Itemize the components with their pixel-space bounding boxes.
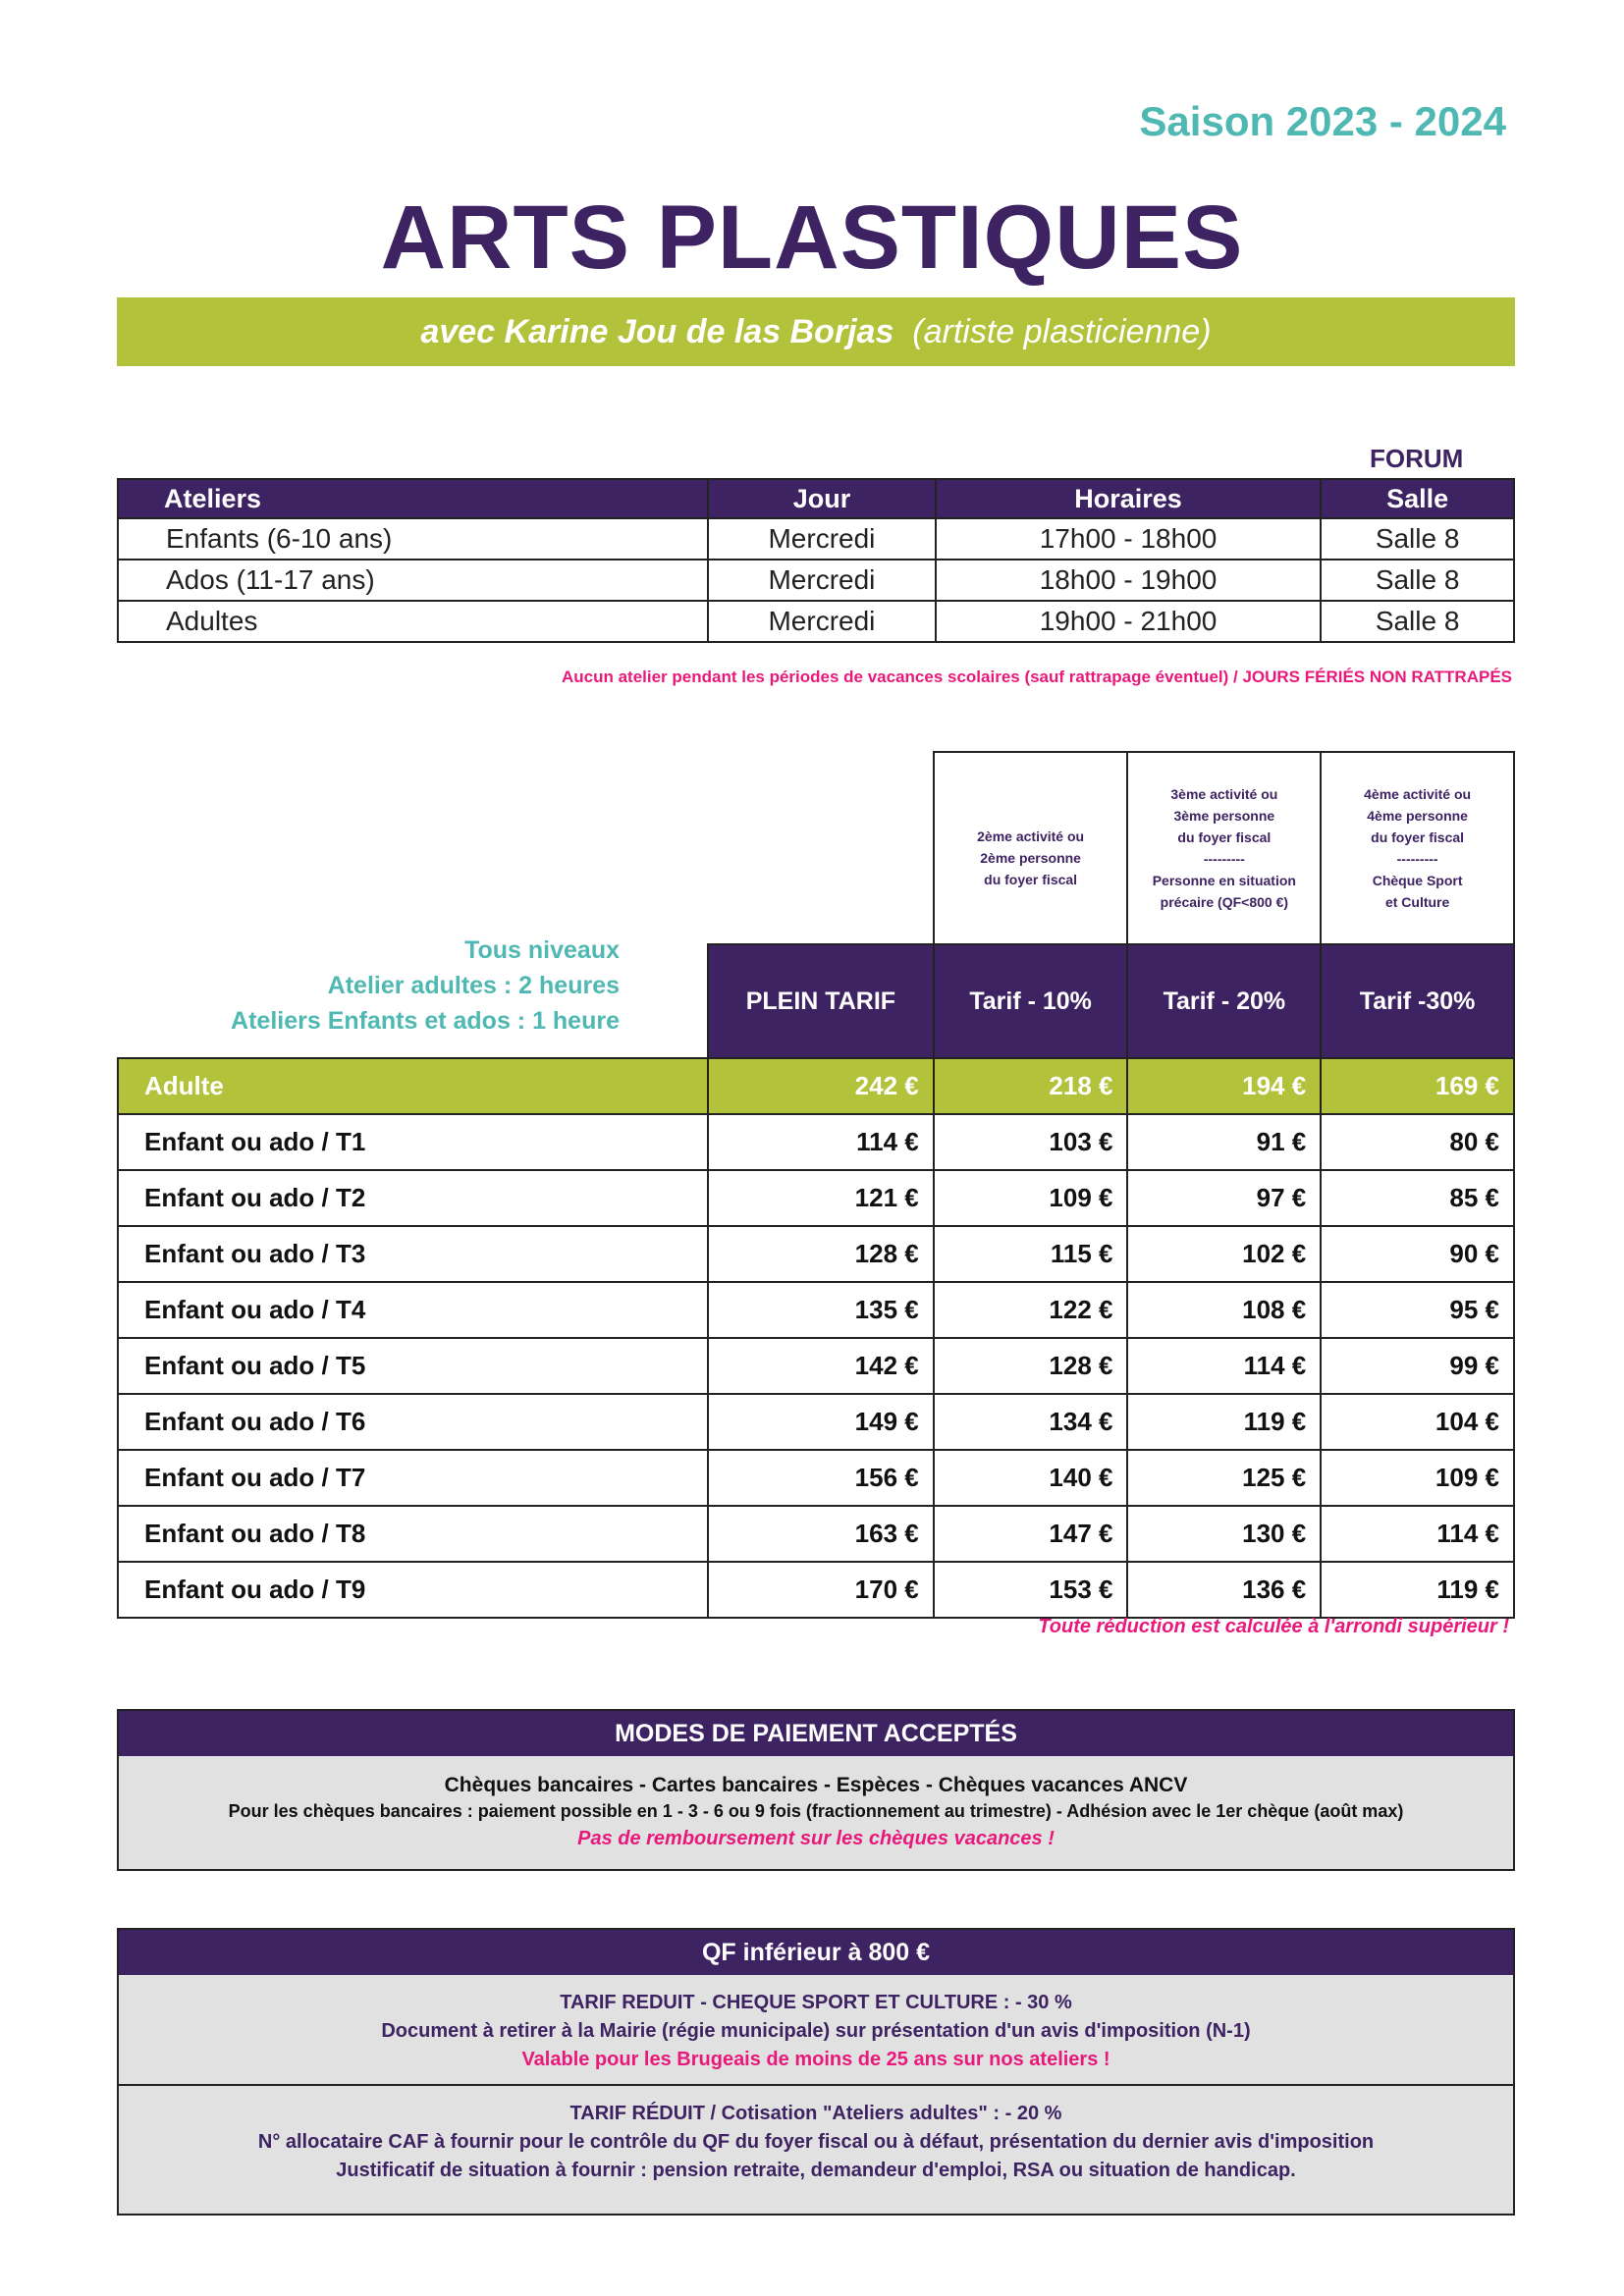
table-row bbox=[118, 1114, 1514, 1170]
page-title: ARTS PLASTIQUES bbox=[380, 187, 1244, 288]
schedule-col-salle: Salle bbox=[1321, 479, 1514, 518]
atelier-name: Ados (11-17 ans) bbox=[118, 560, 708, 601]
atelier-hours: 19h00 - 21h00 bbox=[936, 601, 1321, 642]
price-cell: 109 € bbox=[1321, 1450, 1514, 1506]
price-cell: 121 € bbox=[708, 1170, 934, 1226]
qf-section-sport-culture: TARIF REDUIT - CHEQUE SPORT ET CULTURE : - 30 % Document à retirer à la Mairie (régie municipale) sur présentation d'un avis d'imposition (N-1) Valable pour les Brugeais de moins de 25 ans sur nos ateliers ! bbox=[119, 1975, 1513, 2086]
schedule-header-row bbox=[118, 479, 1514, 518]
price-cell: 114 € bbox=[1127, 1338, 1321, 1394]
price-cell: 97 € bbox=[1127, 1170, 1321, 1226]
price-cell: 119 € bbox=[1127, 1394, 1321, 1450]
price-cell: 142 € bbox=[708, 1338, 934, 1394]
atelier-hours: 18h00 - 19h00 bbox=[936, 560, 1321, 601]
price-cell: 218 € bbox=[934, 1058, 1128, 1114]
price-cell: 115 € bbox=[934, 1226, 1128, 1282]
qf-section-adult-reduction: TARIF RÉDUIT / Cotisation "Ateliers adultes" : - 20 % N° allocataire CAF à fournir pour le contrôle du QF du foyer fiscal ou à défaut, présentation du dernier avis d'imposition Justificatif de situation à fournir : pension retraite, demandeur d'emploi, RSA ou situation de handicap. bbox=[257, 2103, 1375, 2181]
price-cell: 130 € bbox=[1127, 1506, 1321, 1562]
price-cell: 147 € bbox=[934, 1506, 1128, 1562]
levels-block bbox=[117, 933, 620, 1039]
price-cell: 91 € bbox=[1127, 1114, 1321, 1170]
atelier-day: Mercredi bbox=[708, 560, 936, 601]
table-row bbox=[118, 1450, 1514, 1506]
col-plein-tarif: PLEIN TARIF bbox=[708, 944, 934, 1058]
price-cell: 128 € bbox=[934, 1338, 1128, 1394]
info-fourth-activity: 4ème activité ou 4ème personne du foyer fiscal --------- Chèque Sport et Culture bbox=[1321, 752, 1514, 944]
atelier-hours: 17h00 - 18h00 bbox=[936, 518, 1321, 560]
atelier-day: Mercredi bbox=[708, 601, 936, 642]
subtitle-artist: avec Karine Jou de las Borjas bbox=[420, 313, 894, 350]
price-cell: 242 € bbox=[708, 1058, 934, 1114]
price-cell: 125 € bbox=[1127, 1450, 1321, 1506]
price-cell: 95 € bbox=[1321, 1282, 1514, 1338]
col-tarif-10: Tarif - 10% bbox=[934, 944, 1128, 1058]
row-label: Enfant ou ado / T7 bbox=[118, 1450, 708, 1506]
table-row bbox=[118, 1226, 1514, 1282]
table-row-adult bbox=[118, 1058, 1514, 1114]
schedule-col-jour: Jour bbox=[708, 479, 936, 518]
payment-box bbox=[117, 1709, 1515, 1871]
price-cell: 135 € bbox=[708, 1282, 934, 1338]
row-label: Enfant ou ado / T2 bbox=[118, 1170, 708, 1226]
price-cell: 149 € bbox=[708, 1394, 934, 1450]
row-label: Enfant ou ado / T9 bbox=[118, 1562, 708, 1618]
holiday-note: Aucun atelier pendant les périodes de vacances scolaires (sauf rattrapage éventuel) / JOURS FÉRIÉS NON RATTRAPÉS bbox=[561, 667, 1512, 686]
pricing-table bbox=[117, 751, 1515, 1619]
price-cell: 85 € bbox=[1321, 1170, 1514, 1226]
info-third-activity: 3ème activité ou 3ème personne du foyer fiscal --------- Personne en situation précaire (QF<800 €) bbox=[1127, 752, 1321, 944]
price-cell: 169 € bbox=[1321, 1058, 1514, 1114]
table-row bbox=[118, 1562, 1514, 1618]
schedule-col-horaires: Horaires bbox=[936, 479, 1321, 518]
level-line: Atelier adultes : 2 heures bbox=[327, 972, 620, 999]
atelier-room: Salle 8 bbox=[1321, 518, 1514, 560]
table-row bbox=[118, 560, 1514, 601]
rounding-note: Toute réduction est calculée à l'arrondi supérieur ! bbox=[1038, 1616, 1509, 1637]
price-cell: 122 € bbox=[934, 1282, 1128, 1338]
price-cell: 153 € bbox=[934, 1562, 1128, 1618]
row-label: Enfant ou ado / T8 bbox=[118, 1506, 708, 1562]
row-label: Enfant ou ado / T6 bbox=[118, 1394, 708, 1450]
price-cell: 140 € bbox=[934, 1450, 1128, 1506]
price-cell: 119 € bbox=[1321, 1562, 1514, 1618]
table-row bbox=[118, 1394, 1514, 1450]
price-cell: 170 € bbox=[708, 1562, 934, 1618]
row-label: Enfant ou ado / T5 bbox=[118, 1338, 708, 1394]
row-label: Enfant ou ado / T1 bbox=[118, 1114, 708, 1170]
price-cell: 128 € bbox=[708, 1226, 934, 1282]
atelier-room: Salle 8 bbox=[1321, 560, 1514, 601]
table-row bbox=[118, 1170, 1514, 1226]
price-cell: 114 € bbox=[708, 1114, 934, 1170]
col-tarif-30: Tarif -30% bbox=[1321, 944, 1514, 1058]
price-cell: 80 € bbox=[1321, 1114, 1514, 1170]
price-cell: 108 € bbox=[1127, 1282, 1321, 1338]
payment-no-refund: Pas de remboursement sur les chèques vacances ! bbox=[577, 1828, 1055, 1849]
price-cell: 103 € bbox=[934, 1114, 1128, 1170]
price-cell: 136 € bbox=[1127, 1562, 1321, 1618]
table-row bbox=[118, 518, 1514, 560]
price-cell: 163 € bbox=[708, 1506, 934, 1562]
atelier-day: Mercredi bbox=[708, 518, 936, 560]
level-line: Ateliers Enfants et ados : 1 heure bbox=[231, 1007, 620, 1035]
schedule-col-ateliers: Ateliers bbox=[118, 479, 708, 518]
table-row bbox=[118, 1506, 1514, 1562]
price-cell: 90 € bbox=[1321, 1226, 1514, 1282]
price-cell: 156 € bbox=[708, 1450, 934, 1506]
qf-box bbox=[117, 1928, 1515, 2216]
season-label: Saison 2023 - 2024 bbox=[1139, 98, 1506, 144]
price-cell: 104 € bbox=[1321, 1394, 1514, 1450]
table-row bbox=[118, 1338, 1514, 1394]
level-line: Tous niveaux bbox=[464, 936, 620, 964]
row-label: Enfant ou ado / T4 bbox=[118, 1282, 708, 1338]
table-row bbox=[118, 1282, 1514, 1338]
payment-title: MODES DE PAIEMENT ACCEPTÉS bbox=[119, 1711, 1513, 1756]
row-label: Enfant ou ado / T3 bbox=[118, 1226, 708, 1282]
venue-label: FORUM bbox=[1370, 444, 1464, 473]
atelier-room: Salle 8 bbox=[1321, 601, 1514, 642]
payment-installments: Pour les chèques bancaires : paiement possible en 1 - 3 - 6 ou 9 fois (fractionnement au trimestre) - Adhésion avec le 1er chèque (août max) bbox=[228, 1801, 1404, 1821]
pricing-info-row bbox=[118, 752, 1514, 944]
qf-title: QF inférieur à 800 € bbox=[119, 1930, 1513, 1975]
subtitle-role: (artiste plasticienne) bbox=[912, 313, 1212, 350]
row-label: Adulte bbox=[118, 1058, 708, 1114]
price-cell: 114 € bbox=[1321, 1506, 1514, 1562]
table-row bbox=[118, 601, 1514, 642]
price-cell: 109 € bbox=[934, 1170, 1128, 1226]
payment-methods: Chèques bancaires - Cartes bancaires - Espèces - Chèques vacances ANCV bbox=[444, 1774, 1188, 1796]
price-cell: 194 € bbox=[1127, 1058, 1321, 1114]
col-tarif-20: Tarif - 20% bbox=[1127, 944, 1321, 1058]
schedule-table bbox=[117, 478, 1515, 643]
price-cell: 102 € bbox=[1127, 1226, 1321, 1282]
price-cell: 99 € bbox=[1321, 1338, 1514, 1394]
price-cell: 134 € bbox=[934, 1394, 1128, 1450]
info-second-activity: 2ème activité ou 2ème personne du foyer fiscal bbox=[934, 752, 1128, 944]
atelier-name: Enfants (6-10 ans) bbox=[118, 518, 708, 560]
atelier-name: Adultes bbox=[118, 601, 708, 642]
subtitle-bar bbox=[117, 297, 1515, 366]
